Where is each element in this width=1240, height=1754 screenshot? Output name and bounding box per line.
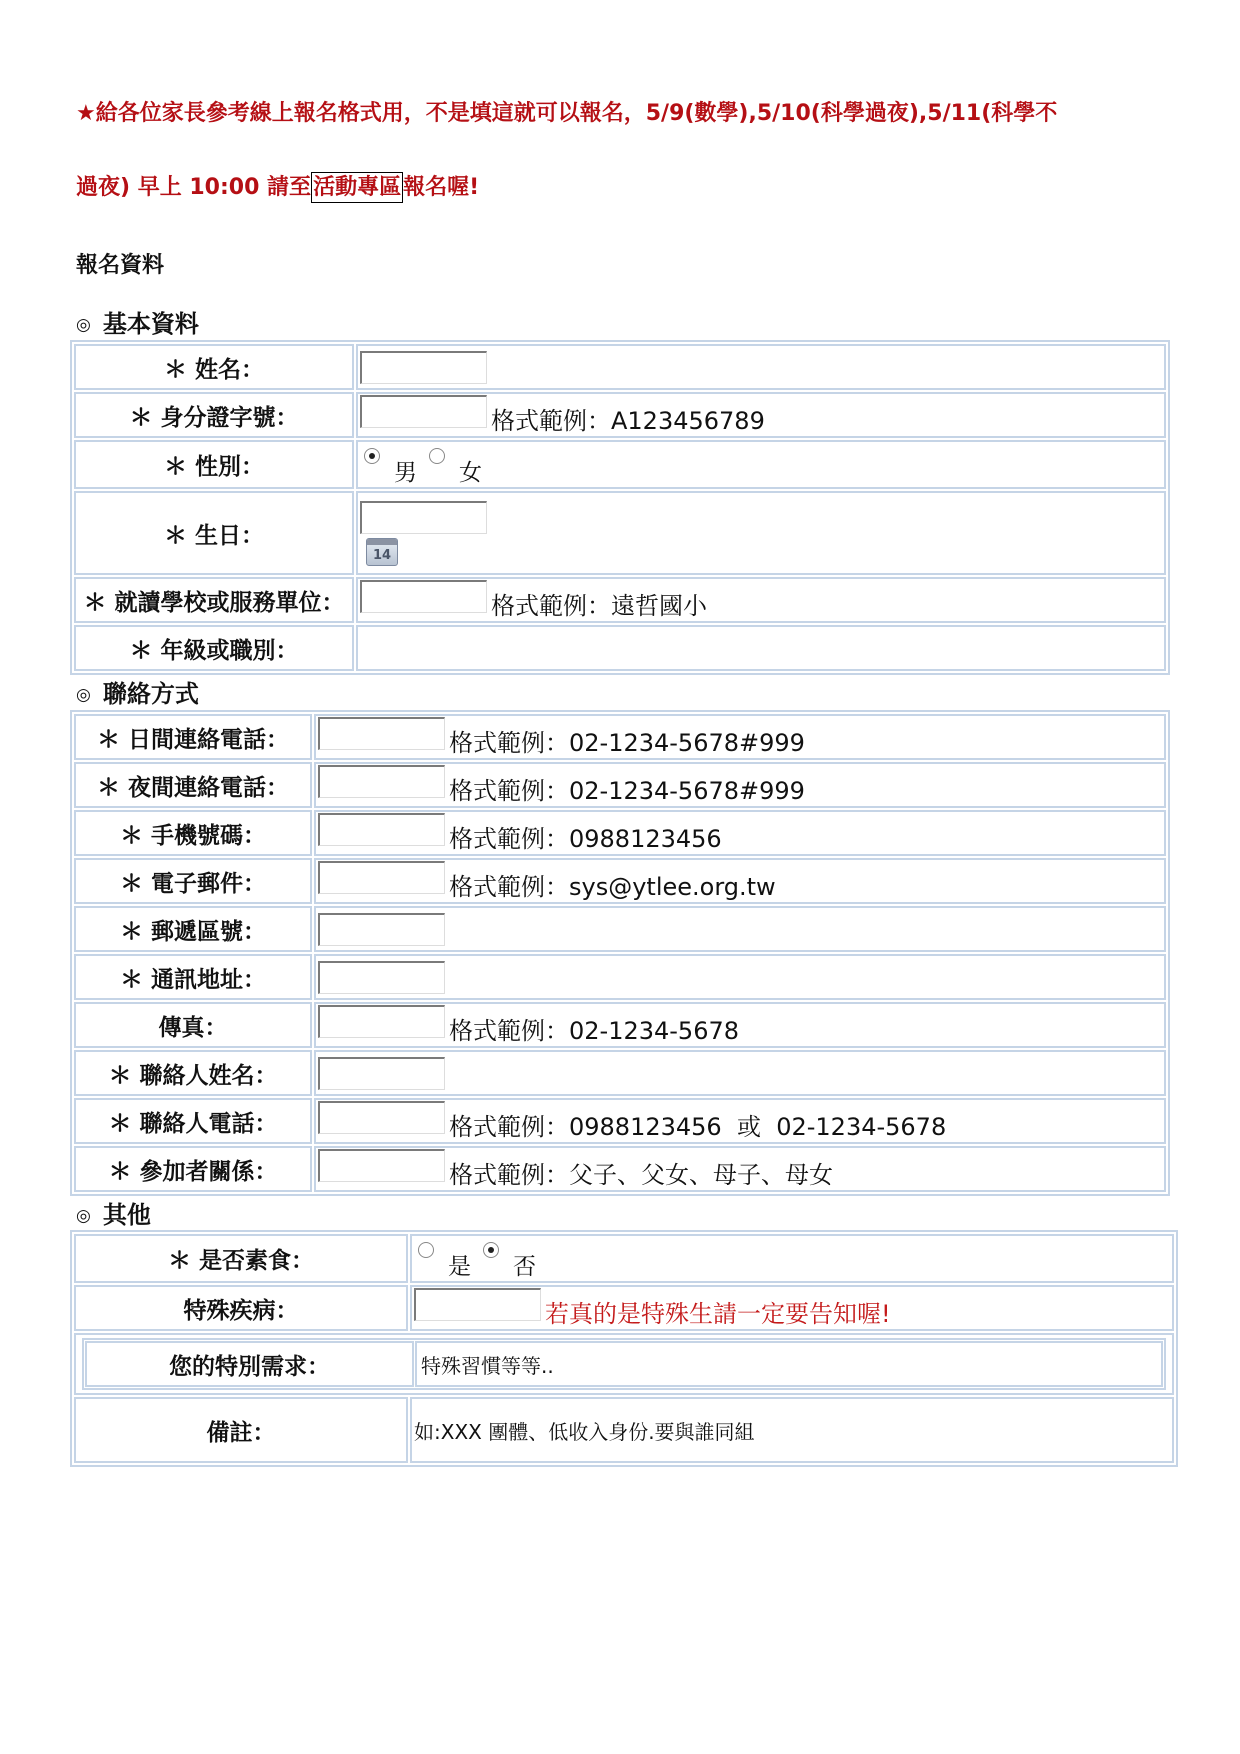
night-phone-input[interactable]: [318, 765, 445, 798]
remark-text[interactable]: 如:XXX 團體、低收入身份.要與誰同組: [410, 1397, 1174, 1463]
table-row: [74, 1146, 1166, 1192]
night-phone-label: ＊ 夜間連絡電話：: [74, 762, 312, 808]
table-row: [74, 1002, 1166, 1048]
vegetarian-no-label: 否: [513, 1254, 536, 1280]
mobile-label: ＊ 手機號碼：: [74, 810, 312, 856]
contact-table: [70, 710, 1170, 1196]
section-other-heading: ◎ 其他: [76, 1201, 151, 1229]
remark-label: 備註：: [74, 1397, 408, 1463]
contact-name-label: ＊ 聯絡人姓名：: [74, 1050, 312, 1096]
day-phone-hint: 格式範例：02-1234-5678#999: [449, 729, 805, 757]
disease-label: 特殊疾病：: [74, 1285, 408, 1331]
day-phone-label: ＊ 日間連絡電話：: [74, 714, 312, 760]
section-contact-heading: ◎ 聯絡方式: [76, 680, 199, 708]
day-phone-input[interactable]: [318, 717, 445, 750]
table-row: [74, 762, 1166, 808]
relation-label: ＊ 參加者關係：: [74, 1146, 312, 1192]
fax-hint: 格式範例：02-1234-5678: [449, 1017, 740, 1045]
address-label: ＊ 通訊地址：: [74, 954, 312, 1000]
special-needs-label: 您的特別需求：: [85, 1341, 414, 1387]
email-hint: 格式範例：sys@ytlee.org.tw: [449, 873, 776, 901]
birthday-label: ＊ 生日：: [74, 491, 354, 575]
grade-value[interactable]: [356, 625, 1166, 671]
calendar-icon[interactable]: 14: [366, 538, 398, 566]
special-needs-text[interactable]: 特殊習慣等等..: [415, 1341, 1163, 1387]
table-row: [74, 954, 1166, 1000]
id-number-input[interactable]: [360, 395, 487, 428]
id-number-hint: 格式範例：A123456789: [491, 407, 765, 435]
table-row: [74, 344, 1166, 390]
special-needs-table: [82, 1338, 1166, 1390]
notice-line-2: [76, 170, 1176, 201]
disease-input[interactable]: [414, 1288, 541, 1321]
id-number-label: ＊ 身分證字號：: [74, 392, 354, 438]
bullet-icon: ◎: [76, 1206, 91, 1226]
gender-female-label: 女: [459, 460, 482, 486]
table-row: [74, 1050, 1166, 1096]
activity-zone-link[interactable]: 活動專區: [311, 172, 403, 203]
notice-line-2-suffix: 報名喔!: [403, 175, 480, 200]
table-row: [74, 491, 1166, 575]
school-input[interactable]: [360, 580, 487, 613]
table-row: [74, 858, 1166, 904]
bullet-icon: ◎: [76, 315, 91, 335]
table-row: [74, 440, 1166, 489]
table-row: [74, 1098, 1166, 1144]
contact-phone-hint: 格式範例：0988123456 或 02-1234-5678: [449, 1113, 947, 1141]
disease-hint: 若真的是特殊生請一定要告知喔!: [545, 1300, 891, 1328]
contact-phone-input[interactable]: [318, 1101, 445, 1134]
table-row: [74, 1333, 1174, 1395]
section-basic-heading: ◎ 基本資料: [76, 310, 199, 338]
page-title: 報名資料: [76, 253, 165, 278]
notice-line-2-prefix: 過夜) 早上 10:00 請至: [76, 175, 312, 200]
bullet-icon: ◎: [76, 685, 91, 705]
relation-hint: 格式範例：父子、父女、母子、母女: [449, 1161, 833, 1189]
vegetarian-label: ＊ 是否素食：: [74, 1234, 408, 1283]
school-hint: 格式範例：遠哲國小: [491, 592, 707, 620]
gender-label: ＊ 性別：: [74, 440, 354, 489]
table-row: [74, 906, 1166, 952]
grade-label: ＊ 年級或職別：: [74, 625, 354, 671]
table-row: [74, 625, 1166, 671]
email-label: ＊ 電子郵件：: [74, 858, 312, 904]
gender-female-radio[interactable]: [429, 448, 445, 464]
table-row: [74, 1285, 1174, 1331]
relation-input[interactable]: [318, 1149, 445, 1182]
table-row: [74, 810, 1166, 856]
vegetarian-no-radio[interactable]: [483, 1242, 499, 1258]
mobile-input[interactable]: [318, 813, 445, 846]
contact-name-input[interactable]: [318, 1057, 445, 1090]
table-row: [74, 714, 1166, 760]
table-row: [74, 1397, 1174, 1463]
gender-male-label: 男: [394, 460, 417, 486]
school-label: ＊ 就讀學校或服務單位：: [74, 577, 354, 623]
table-row: [74, 1234, 1174, 1283]
birthday-input[interactable]: [360, 501, 487, 534]
fax-label: 傳真：: [74, 1002, 312, 1048]
table-row: [74, 392, 1166, 438]
contact-phone-label: ＊ 聯絡人電話：: [74, 1098, 312, 1144]
zip-label: ＊ 郵遞區號：: [74, 906, 312, 952]
fax-input[interactable]: [318, 1005, 445, 1038]
name-input[interactable]: [360, 351, 487, 384]
basic-info-table: [70, 340, 1170, 675]
other-table: [70, 1230, 1178, 1467]
name-label: ＊ 姓名：: [74, 344, 354, 390]
notice-line-1: ★給各位家長參考線上報名格式用，不是填這就可以報名，5/9(數學),5/10(科學過夜),5/11(科學不: [76, 101, 1058, 126]
night-phone-hint: 格式範例：02-1234-5678#999: [449, 777, 805, 805]
gender-male-radio[interactable]: [364, 448, 380, 464]
mobile-hint: 格式範例：0988123456: [449, 825, 722, 853]
email-input[interactable]: [318, 861, 445, 894]
zip-input[interactable]: [318, 913, 445, 946]
address-input[interactable]: [318, 961, 445, 994]
table-row: [74, 577, 1166, 623]
vegetarian-yes-label: 是: [448, 1254, 471, 1280]
vegetarian-yes-radio[interactable]: [418, 1242, 434, 1258]
